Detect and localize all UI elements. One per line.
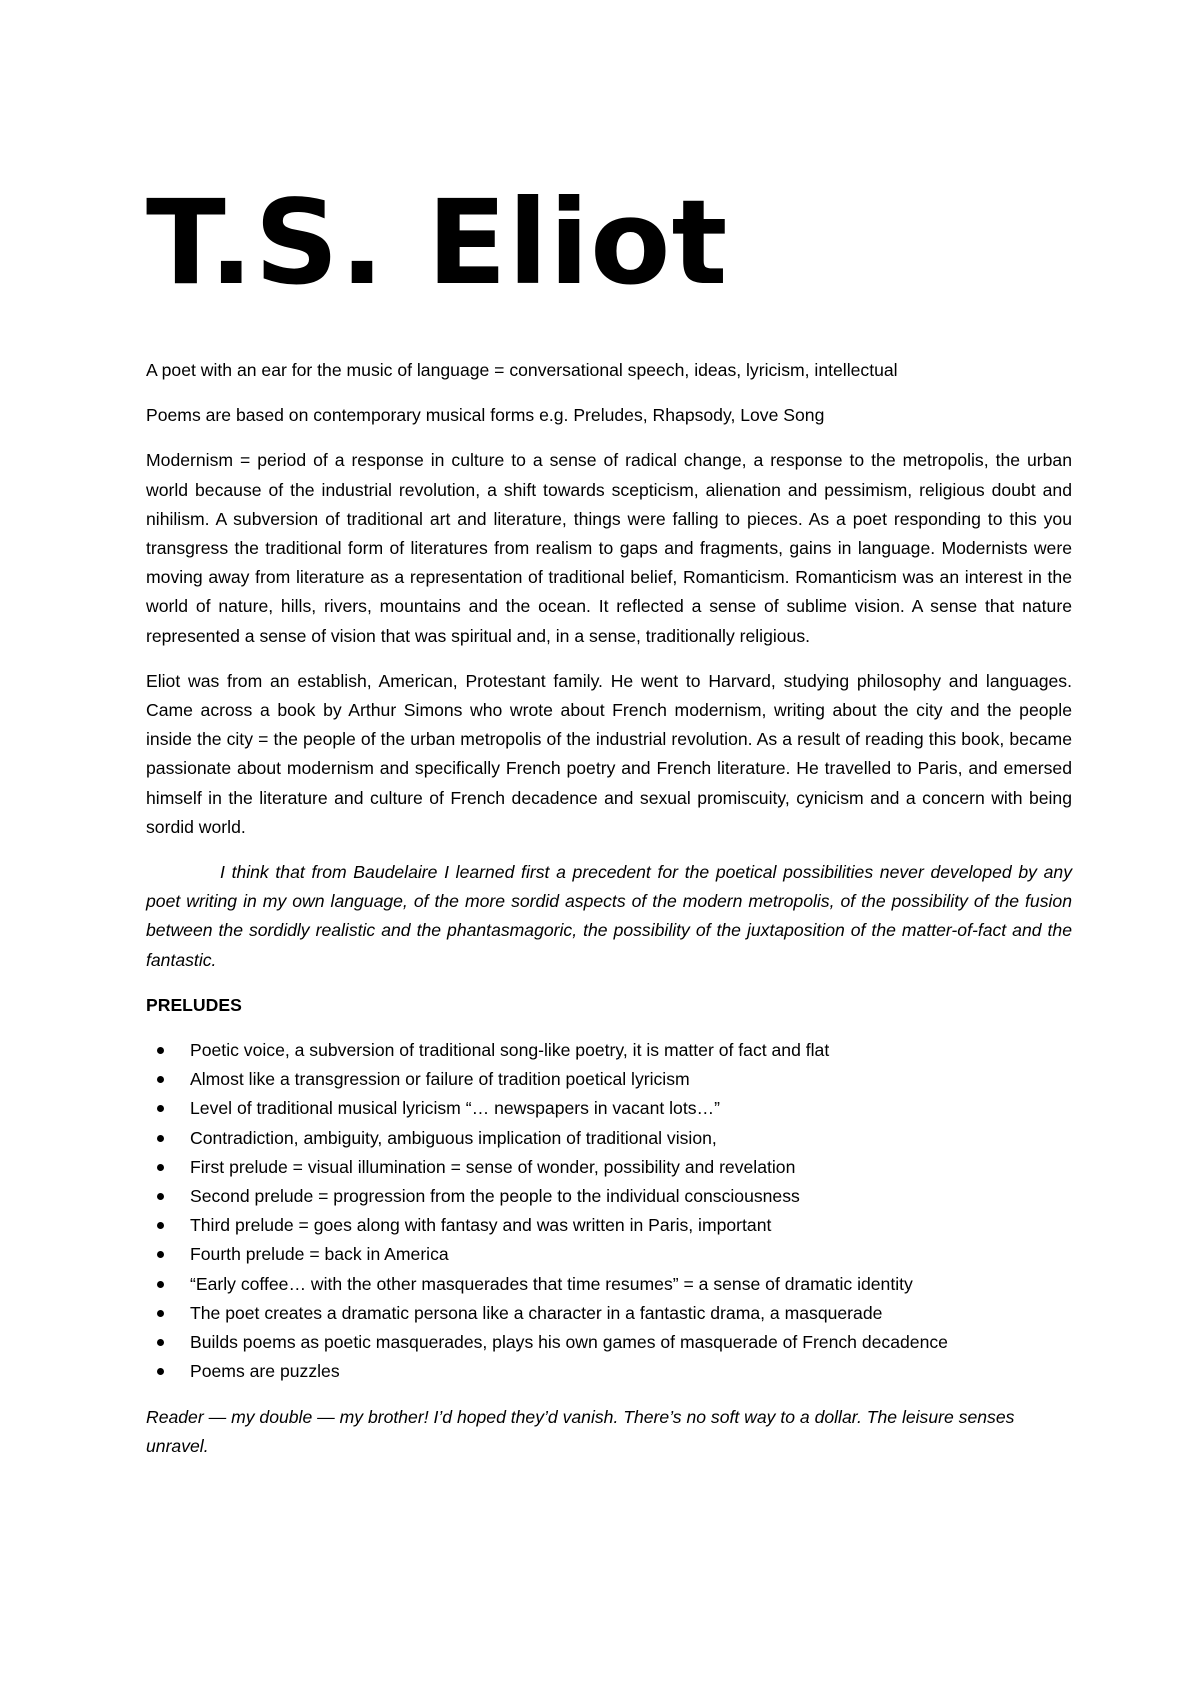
- document-body: [146, 356, 1072, 1461]
- bullet-item: [146, 1153, 1072, 1182]
- baudelaire-quote: I think that from Baudelaire I learned first a precedent for the poetical possibilities never developed by any poet writing in my own language, of the more sordid aspects of the modern metropolis, of the possibility of the fusion between the sordidly realistic and the phantasmagoric, the possibility of the juxtaposition of the matter-of-fact and the fantastic.: [146, 862, 1072, 970]
- bullet-text: Builds poems as poetic masquerades, plays his own games of masquerade of French decadence: [190, 1332, 948, 1353]
- bullet-item: [146, 1211, 1072, 1240]
- bullet-item: [146, 1036, 1072, 1065]
- bullet-text: First prelude = visual illumination = sense of wonder, possibility and revelation: [190, 1156, 796, 1177]
- bullet-dot-icon: [157, 1310, 164, 1317]
- bullet-text: Poetic voice, a subversion of traditional song-like poetry, it is matter of fact and flat: [190, 1040, 830, 1061]
- document-title: T.S. Eliot: [146, 174, 729, 311]
- bullet-item: [146, 1240, 1072, 1269]
- bullet-dot-icon: [157, 1164, 164, 1171]
- paragraph-biography: Eliot was from an establish, American, Protestant family. He went to Harvard, studying philosophy and languages. Came across a book by Arthur Simons who wrote about French modernism, writing about the city and the people inside the city = the people of the urban metropolis of the industrial revolution. As a result of reading this book, became passionate about modernism and specifically French poetry and French literature. He travelled to Paris, and emersed himself in the literature and culture of French decadence and sexual promiscuity, cynicism and a concern with being sordid world.: [146, 670, 1072, 837]
- bullet-item: [146, 1094, 1072, 1123]
- bullet-dot-icon: [157, 1251, 164, 1258]
- bullet-item: [146, 1357, 1072, 1386]
- bullet-text: Third prelude = goes along with fantasy and was written in Paris, important: [190, 1215, 772, 1236]
- bullet-item: [146, 1065, 1072, 1094]
- closing-quote: Reader — my double — my brother! I’d hoped they’d vanish. There’s no soft way to a dollar. The leisure senses unravel.: [146, 1406, 1015, 1456]
- bullet-text: Contradiction, ambiguity, ambiguous implication of traditional vision,: [190, 1127, 717, 1148]
- bullet-item: [146, 1124, 1072, 1153]
- paragraph-forms: Poems are based on contemporary musical forms e.g. Preludes, Rhapsody, Love Song: [146, 405, 825, 426]
- bullet-text: “Early coffee… with the other masquerades that time resumes” = a sense of dramatic identity: [190, 1273, 913, 1294]
- bullet-text: Second prelude = progression from the people to the individual consciousness: [190, 1186, 800, 1207]
- bullet-dot-icon: [157, 1222, 164, 1229]
- bullet-text: Almost like a transgression or failure of tradition poetical lyricism: [190, 1069, 690, 1090]
- paragraph-modernism: Modernism = period of a response in culture to a sense of radical change, a response to the metropolis, the urban world because of the industrial revolution, a shift towards scepticism, alienation and pessimism, religious doubt and nihilism. A subversion of traditional art and literature, things were falling to pieces. As a poet responding to this you transgress the traditional form of literatures from realism to gaps and fragments, gains in language. Modernists were moving away from literature as a representation of traditional belief, Romanticism. Romanticism was an interest in the world of nature, hills, rivers, mountains and the ocean. It reflected a sense of sublime vision. A sense that nature represented a sense of vision that was spiritual and, in a sense, traditionally religious.: [146, 450, 1072, 646]
- bullet-dot-icon: [157, 1339, 164, 1346]
- bullet-item: [146, 1299, 1072, 1328]
- bullet-text: Level of traditional musical lyricism “… newspapers in vacant lots…”: [190, 1098, 720, 1119]
- paragraph-intro: A poet with an ear for the music of language = conversational speech, ideas, lyricism, intellectual: [146, 360, 898, 380]
- bullet-dot-icon: [157, 1193, 164, 1200]
- bullet-text: The poet creates a dramatic persona like a character in a fantastic drama, a masquerade: [190, 1302, 883, 1323]
- bullet-dot-icon: [157, 1135, 164, 1142]
- bullet-item: [146, 1270, 1072, 1299]
- bullet-dot-icon: [157, 1105, 164, 1112]
- bullet-text: Fourth prelude = back in America: [190, 1244, 449, 1265]
- preludes-bullet-list: [146, 1036, 1072, 1386]
- bullet-dot-icon: [157, 1368, 164, 1375]
- section-heading-preludes: PRELUDES: [146, 994, 242, 1015]
- bullet-item: [146, 1328, 1072, 1357]
- bullet-dot-icon: [157, 1281, 164, 1288]
- bullet-item: [146, 1182, 1072, 1211]
- bullet-dot-icon: [157, 1047, 164, 1054]
- bullet-dot-icon: [157, 1076, 164, 1083]
- bullet-text: Poems are puzzles: [190, 1361, 340, 1382]
